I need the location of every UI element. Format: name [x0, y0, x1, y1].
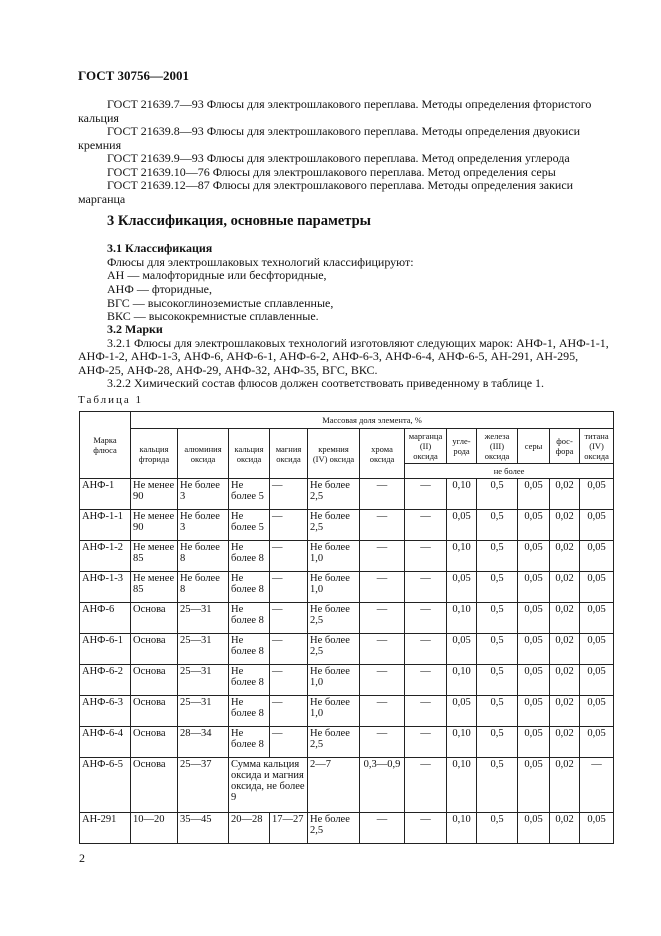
cell: 0,02: [550, 572, 580, 603]
cell: 0,05: [518, 603, 550, 634]
cell: Не более 1,0: [308, 541, 360, 572]
cell: 0,02: [550, 603, 580, 634]
cell-mark: АНФ-6-4: [80, 727, 131, 758]
cell-mark: АНФ-1-2: [80, 541, 131, 572]
text-line: 3.2.1 Флюсы для электрошлаковых технологий изготовляют следующих марок: АНФ-1, АНФ-1-1,: [107, 336, 609, 350]
header-group: Массовая доля элемента, %: [131, 412, 614, 429]
cell: —: [405, 727, 447, 758]
cell: Основа: [131, 727, 178, 758]
cell: 0,5: [477, 665, 518, 696]
not-more-header: не более: [405, 464, 614, 479]
cell: —: [405, 479, 447, 510]
cell: 0,05: [518, 727, 550, 758]
cell: —: [360, 665, 405, 696]
cell: —: [270, 665, 308, 696]
ref-line: ГОСТ 21639.9—93 Флюсы для электрошлакового переплава. Метод определения углерода: [107, 151, 570, 165]
cell: —: [360, 696, 405, 727]
cell: Не менее 90: [131, 510, 178, 541]
cell: 0,5: [477, 510, 518, 541]
cell-mark: АНФ-1-1: [80, 510, 131, 541]
cell: 0,02: [550, 758, 580, 813]
cell: 0,02: [550, 696, 580, 727]
cell: Не более 1,0: [308, 572, 360, 603]
cell: 10—20: [131, 813, 178, 844]
cell: —: [360, 634, 405, 665]
cell: 0,02: [550, 665, 580, 696]
cell: Не более 1,0: [308, 696, 360, 727]
col-header: хрома оксида: [360, 429, 405, 479]
ref-line: ГОСТ 21639.12—87 Флюсы для электрошлакового переплава. Методы определения закиси: [107, 178, 574, 192]
cell: Не более 8: [229, 665, 270, 696]
cell: —: [360, 603, 405, 634]
cell: 25—31: [178, 696, 229, 727]
ref-line-cont: марганца: [78, 192, 126, 206]
table-row: [80, 727, 614, 758]
cell: —: [270, 696, 308, 727]
cell: 0,02: [550, 727, 580, 758]
cell: 25—31: [178, 665, 229, 696]
cell: 0,05: [518, 696, 550, 727]
cell: 0,05: [518, 665, 550, 696]
col-header: угле-рода: [447, 429, 477, 464]
cell-merged: Сумма кальция оксида и магния оксида, не более 9: [229, 758, 308, 813]
cell-mark: АНФ-6-1: [80, 634, 131, 665]
cell: 0,05: [518, 634, 550, 665]
cell: 25—37: [178, 758, 229, 813]
cell-mark: АНФ-1-3: [80, 572, 131, 603]
cell: 0,5: [477, 541, 518, 572]
cell: —: [405, 572, 447, 603]
cell: 0,02: [550, 634, 580, 665]
text-line: Флюсы для электрошлаковых технологий классифицируют:: [107, 255, 414, 269]
cell: 0,02: [550, 813, 580, 844]
cell: 0,10: [447, 758, 477, 813]
cell: 0,05: [518, 510, 550, 541]
cell: 25—31: [178, 603, 229, 634]
cell: —: [405, 696, 447, 727]
cell: 0,05: [580, 541, 614, 572]
col-header: кремния (IV) оксида: [308, 429, 360, 479]
cell: 0,10: [447, 813, 477, 844]
ref-line: ГОСТ 21639.7—93 Флюсы для электрошлакового переплава. Методы определения фтористого: [107, 97, 592, 111]
cell: 0,10: [447, 541, 477, 572]
cell: Не более 2,5: [308, 727, 360, 758]
table-row: [80, 510, 614, 541]
table-caption: Таблица 1: [78, 394, 144, 406]
cell: 0,5: [477, 727, 518, 758]
cell: —: [405, 665, 447, 696]
cell: Не более 8: [229, 727, 270, 758]
col-header: магния оксида: [270, 429, 308, 479]
cell: 0,05: [518, 572, 550, 603]
cell: Не более 8: [178, 541, 229, 572]
cell: Основа: [131, 758, 178, 813]
cell: 0,05: [580, 727, 614, 758]
composition-table: [79, 411, 614, 844]
text-line: ВГС — высокоглиноземистые сплавленные,: [107, 296, 334, 310]
table-row: [80, 813, 614, 844]
cell: 35—45: [178, 813, 229, 844]
table-row: [80, 603, 614, 634]
cell: 0,05: [580, 603, 614, 634]
cell: 0,05: [580, 665, 614, 696]
col-header: титана (IV) оксида: [580, 429, 614, 464]
cell: Основа: [131, 603, 178, 634]
cell: Не более 3: [178, 510, 229, 541]
cell: —: [360, 541, 405, 572]
table-row: [80, 758, 614, 813]
cell: 0,10: [447, 727, 477, 758]
cell: 0,05: [580, 479, 614, 510]
cell: —: [360, 813, 405, 844]
cell: Не более 2,5: [308, 634, 360, 665]
cell: —: [360, 510, 405, 541]
cell-mark: АН-291: [80, 813, 131, 844]
cell: Основа: [131, 665, 178, 696]
text-line: 3.2.2 Химический состав флюсов должен соответствовать приведенному в таблице 1.: [107, 376, 545, 390]
ref-line-cont: кальция: [78, 111, 119, 125]
cell: 28—34: [178, 727, 229, 758]
cell: 0,5: [477, 479, 518, 510]
cell: Не менее 85: [131, 541, 178, 572]
cell: Не более 8: [229, 696, 270, 727]
cell-mark: АНФ-6: [80, 603, 131, 634]
text-line: АНФ — фторидные,: [107, 282, 213, 296]
cell-mark: АНФ-6-2: [80, 665, 131, 696]
cell: 0,05: [580, 572, 614, 603]
subsection-title: 3.2 Марки: [107, 322, 163, 336]
cell: 0,05: [580, 510, 614, 541]
cell-mark: АНФ-1: [80, 479, 131, 510]
table-row: [80, 541, 614, 572]
cell: 0,02: [550, 510, 580, 541]
ref-line-cont: кремния: [78, 138, 122, 152]
cell-mark: АНФ-6-3: [80, 696, 131, 727]
table-row: [80, 572, 614, 603]
cell: 0,05: [447, 510, 477, 541]
cell: 0,05: [518, 813, 550, 844]
cell: Не более 8: [178, 572, 229, 603]
cell: —: [360, 479, 405, 510]
cell: Не более 5: [229, 479, 270, 510]
page-header: ГОСТ 30756—2001: [78, 68, 190, 83]
header-mark: Марка флюса: [80, 412, 131, 479]
cell: —: [360, 572, 405, 603]
cell: Не более 2,5: [308, 813, 360, 844]
cell: —: [360, 727, 405, 758]
text-line: ВКС — высококремнистые сплавленные.: [107, 309, 319, 323]
cell: Не менее 90: [131, 479, 178, 510]
cell: 0,05: [580, 634, 614, 665]
cell: 0,05: [518, 541, 550, 572]
cell-mark: АНФ-6-5: [80, 758, 131, 813]
col-header: кальция фторида: [131, 429, 178, 479]
cell: Не более 8: [229, 572, 270, 603]
text-line: АНФ-1-2, АНФ-1-3, АНФ-6, АНФ-6-1, АНФ-6-2, АНФ-6-3, АНФ-6-4, АНФ-6-5, АН-291, АН-295,: [78, 349, 579, 363]
cell: Не более 2,5: [308, 603, 360, 634]
cell: —: [405, 541, 447, 572]
cell: 0,10: [447, 603, 477, 634]
cell: 0,5: [477, 603, 518, 634]
cell: Не более 8: [229, 541, 270, 572]
ref-line: ГОСТ 21639.8—93 Флюсы для электрошлакового переплава. Методы определения двуокиси: [107, 124, 581, 138]
table-row: [80, 696, 614, 727]
cell: Не более 2,5: [308, 510, 360, 541]
cell: 0,5: [477, 634, 518, 665]
section-title: 3 Классификация, основные параметры: [107, 213, 371, 229]
cell: 0,05: [447, 572, 477, 603]
cell: 0,10: [447, 479, 477, 510]
cell: —: [270, 572, 308, 603]
cell: —: [405, 813, 447, 844]
cell: Не более 8: [229, 603, 270, 634]
text-line: АНФ-25, АНФ-28, АНФ-29, АНФ-32, АНФ-35, ВГС, ВКС.: [78, 363, 378, 377]
cell: 0,05: [518, 479, 550, 510]
col-header: фос-фора: [550, 429, 580, 464]
subsection-title: 3.1 Классификация: [107, 241, 213, 255]
col-header: серы: [518, 429, 550, 464]
cell: 0,05: [447, 634, 477, 665]
cell: 0,05: [580, 813, 614, 844]
cell: Основа: [131, 696, 178, 727]
page-number: 2: [79, 851, 85, 865]
table-row: [80, 479, 614, 510]
cell: 20—28: [229, 813, 270, 844]
cell: —: [580, 758, 614, 813]
cell: Не более 2,5: [308, 479, 360, 510]
col-header: марганца (II) оксида: [405, 429, 447, 464]
cell: —: [405, 603, 447, 634]
cell: —: [405, 758, 447, 813]
col-header: кальция оксида: [229, 429, 270, 479]
table-row: [80, 634, 614, 665]
cell: —: [405, 510, 447, 541]
cell: Не более 3: [178, 479, 229, 510]
cell: Не более 1,0: [308, 665, 360, 696]
text-line: АН — малофторидные или бесфторидные,: [107, 268, 327, 282]
cell: 0,3—0,9: [360, 758, 405, 813]
cell: —: [405, 634, 447, 665]
cell: —: [270, 727, 308, 758]
cell: 0,02: [550, 479, 580, 510]
cell: —: [270, 510, 308, 541]
cell: Не менее 85: [131, 572, 178, 603]
cell: 0,5: [477, 696, 518, 727]
cell: 0,02: [550, 541, 580, 572]
cell: —: [270, 479, 308, 510]
cell: 25—31: [178, 634, 229, 665]
col-header: алюминия оксида: [178, 429, 229, 479]
cell: 0,05: [447, 696, 477, 727]
ref-line: ГОСТ 21639.10—76 Флюсы для электрошлакового переплава. Метод определения серы: [107, 165, 556, 179]
cell: 17—27: [270, 813, 308, 844]
cell: 0,05: [518, 758, 550, 813]
cell: 0,5: [477, 813, 518, 844]
cell: 0,10: [447, 665, 477, 696]
cell: —: [270, 634, 308, 665]
cell: 0,5: [477, 572, 518, 603]
cell: 0,05: [580, 696, 614, 727]
cell: 2—7: [308, 758, 360, 813]
cell: Основа: [131, 634, 178, 665]
cell: Не более 8: [229, 634, 270, 665]
cell: —: [270, 541, 308, 572]
cell: Не более 5: [229, 510, 270, 541]
cell: —: [270, 603, 308, 634]
col-header: железа (III) оксида: [477, 429, 518, 464]
cell: 0,5: [477, 758, 518, 813]
table-row: [80, 665, 614, 696]
